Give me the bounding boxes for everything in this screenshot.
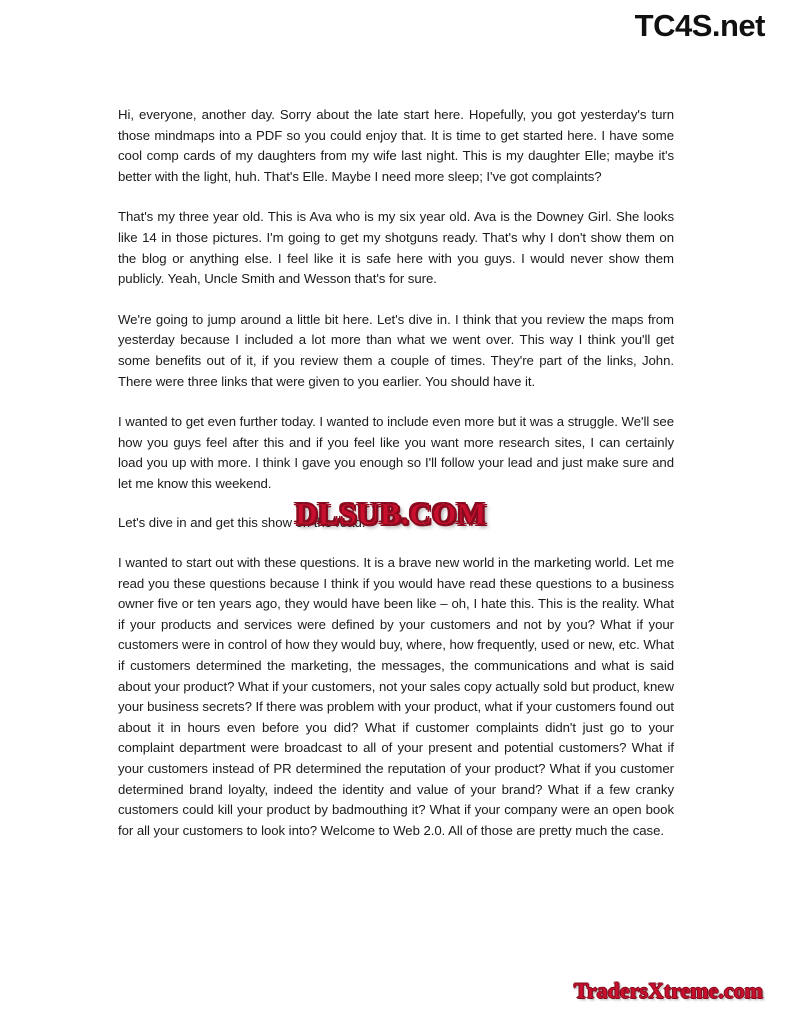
- paragraph: We're going to jump around a little bit here. Let's dive in. I think that you review the maps from yesterday because I included a lot more than what we went over. This way I think you'll get some benefits out of it, if you review them a couple of times. They're part of the links, John. There were three links that were given to you earlier. You should have it.: [118, 311, 674, 389]
- paragraph: I wanted to start out with these questions. It is a brave new world in the marketing world. Let me read you these questions because I think if you would have read these questions to a business owner five or ten years ago, they would have been like – oh, I hate this. This is the reality. What if your products and services were defined by your customers and not by you? What if your customers were in control of how they would buy, where, how frequently, used or new, etc. What if customers determined the marketing, the messages, the communications and what is said about your product? What if your customers, not your sales copy actually sold but product, knew your business secrets? If there was problem with your product, what if your customers found out about it in hours even before you did? What if customer complaints didn't just go to your complaint department were broadcast to all of your present and potential customers? What if your customers instead of PR determined the reputation of your product? What if you customer determined brand loyalty, indeed the identity and value of your brand? What if a few cranky customers could kill your product by badmouthing it? What if your company were an open book for all your customers to look into? Welcome to Web 2.0. All of those are pretty much the case.: [118, 555, 675, 838]
- watermark-text: DLSUB.COM: [295, 496, 487, 531]
- paragraph: That's my three year old. This is Ava who is my six year old. Ava is the Downey Girl. She looks like 14 in those pictures. I'm going to get my shotguns ready. That's why I don't show them on the blog or anything else. I feel like it is safe here with you guys. I would never show them publicly. Yeah, Uncle Smith and Wesson that's for sure.: [118, 209, 674, 287]
- paragraph: I wanted to get even further today. I wanted to include even more but it was a struggle. We'll see how you guys feel after this and if you feel like you want more research sites, I can certainly load you up with more. I think I gave you enough so I'll follow your lead and just make sure and let me know this weekend.: [118, 414, 674, 491]
- document-body: [118, 105, 674, 861]
- paragraph: Hi, everyone, another day. Sorry about the late start here. Hopefully, you got yesterday's turn those mindmaps into a PDF so you could enjoy that. It is time to get started here. I have some cool comp cards of my daughters from my wife last night. This is my daughter Elle; maybe it's better with the light, huh. That's Elle. Maybe I need more sleep; I've got complaints?: [118, 107, 674, 184]
- paragraph: Let's dive in and get this show on the road.: [118, 514, 366, 530]
- header-brand-logo: TC4S.net: [634, 8, 765, 43]
- footer-brand-logo: TradersXtreme.com: [573, 978, 763, 1003]
